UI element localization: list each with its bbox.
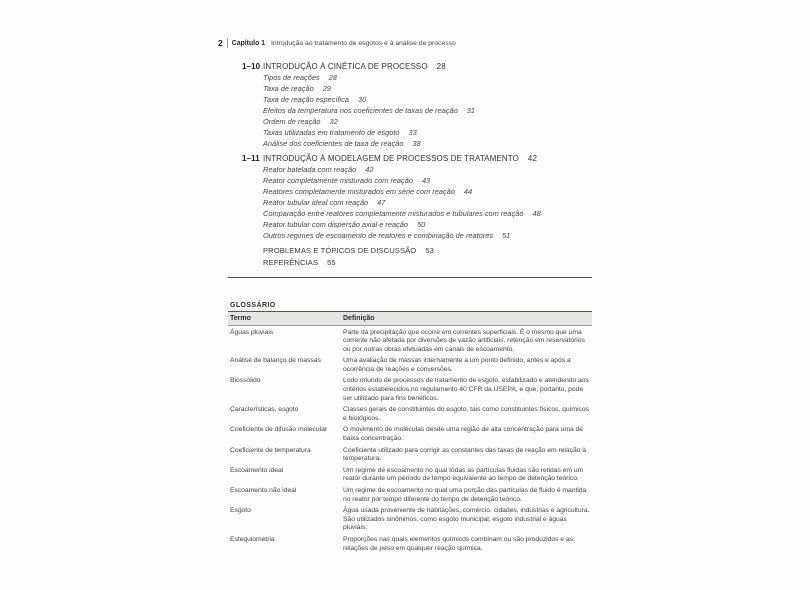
toc-extras	[263, 245, 596, 269]
toc-item-label: Reator batelada com reação	[263, 165, 357, 174]
glossary-row	[228, 329, 592, 355]
glossary-header-termo: Termo	[230, 315, 251, 322]
page-content	[218, 38, 596, 553]
glossary-row	[228, 426, 592, 443]
toc-item-label: Taxas utilizadas em tratamento de esgoto	[263, 128, 400, 137]
toc-section-heading	[242, 153, 596, 164]
toc-item	[263, 72, 596, 83]
toc-section-title: INTRODUÇÃO À CINÉTICA DE PROCESSO	[263, 62, 428, 71]
glossary-definition: Um regime de escoamento no qual uma porção das partículas de fluido é mantida no reator por tempo diferente do tempo de detenção teórico.	[343, 487, 587, 503]
toc-item-page: 31	[466, 106, 475, 115]
glossary-table	[228, 311, 592, 553]
toc-item	[263, 138, 596, 149]
toc-item	[263, 127, 596, 138]
toc-section-1-11	[242, 153, 596, 241]
toc-items	[263, 164, 596, 241]
toc-item	[263, 197, 596, 208]
glossary-term: Escoamento não ideal	[230, 487, 297, 494]
toc-item-page: 42	[365, 165, 374, 174]
toc-item-page: 50	[417, 220, 426, 229]
glossary	[228, 302, 592, 553]
section-divider-rule	[228, 277, 592, 278]
toc-item-label: Reator completamente misturado com reação	[263, 176, 413, 185]
toc-section-1-10	[242, 61, 596, 149]
glossary-definition: Uma avaliação de massas internamente a um ponto definido, antes e após a ocorrência de reações e conversões.	[343, 357, 571, 373]
glossary-term: Biossólido	[230, 377, 261, 385]
glossary-term: Águas pluviais	[230, 328, 274, 336]
toc-item-label: Tipos de reações	[263, 73, 320, 82]
toc-extra-page: 53	[425, 246, 434, 255]
toc-item-label: Reator tubular ideal com reação	[263, 198, 369, 207]
glossary-definition: Classes gerais de constituintes do esgoto, tais como constituintes físicos, químicos e biológicos.	[343, 406, 589, 422]
glossary-definition: Parte da precipitação que ocorre em correntes superficiais. É o mesmo que uma corrente não afetada por diversões de vazão artificiais, retenção em reservatórios ou por outras obras efetuadas em canais de escoamento.	[343, 328, 585, 353]
toc-section-title: INTRODUÇÃO À MODELAGEM DE PROCESSOS DE TRATAMENTO	[263, 154, 519, 163]
glossary-term: Características, esgoto	[230, 406, 299, 414]
toc-item	[263, 94, 596, 105]
toc-item-page: 44	[463, 187, 473, 196]
glossary-row	[228, 467, 592, 484]
chapter-title: Introdução ao tratamento de esgotos e à análise de processo	[271, 39, 456, 47]
toc-item-label: Ordem de reação	[263, 117, 321, 126]
glossary-row	[228, 357, 592, 374]
toc-item-page: 38	[412, 139, 421, 148]
glossary-definition: O movimento de moléculas desde uma região de alta concentração para uma de baixa concentração.	[343, 426, 583, 443]
toc-section-number: 1–10	[242, 62, 261, 71]
toc-items	[263, 72, 596, 149]
toc-section-number: 1–11	[242, 154, 260, 163]
toc-item	[263, 83, 596, 94]
toc-item-label: Efeitos da temperatura nos coeficientes de taxas de reação	[263, 106, 458, 115]
toc-item	[263, 105, 596, 116]
toc-item-label: Outros regimes de escoamento de reatores e combinação de reatores	[263, 231, 494, 240]
glossary-row	[228, 406, 592, 423]
toc-extra-problemas	[263, 245, 596, 257]
glossary-definition: Lodo oriundo de processos de tratamento de esgoto, estabilizado e atendendo aos critérios estabelecidos no regulamento 40 CFR da USEPA, e que, portanto, pode ser utilizado para fins benéficos.	[343, 377, 589, 402]
running-head	[218, 38, 596, 48]
glossary-definition: Coeficiente utilizado para corrigir as constantes das taxas de reação em relação à temperatura.	[343, 446, 586, 463]
toc-item-label: Reatores completamente misturados em série com reação	[263, 187, 455, 196]
glossary-row	[228, 507, 592, 533]
toc-item-page: 29	[322, 84, 331, 93]
toc-item	[263, 208, 596, 219]
toc-item	[263, 219, 596, 230]
toc-item-label: Taxa de reação específica	[263, 95, 350, 104]
glossary-term: Esgoto	[230, 507, 251, 515]
toc-item-page: 43	[421, 176, 431, 185]
glossary-term: Estequiometria	[230, 535, 275, 543]
toc-item-page: 51	[502, 231, 511, 240]
page-number: 2	[218, 38, 223, 48]
glossary-title: GLOSSÁRIO	[230, 302, 276, 309]
toc-item-label: Análise dos coeficientes de taxa de reação	[263, 139, 404, 148]
glossary-term: Coeficiente de difusão molecular	[230, 426, 328, 434]
glossary-term: Coeficiente de temperatura	[230, 446, 311, 454]
glossary-header-definicao: Definição	[343, 315, 375, 322]
toc-item	[263, 164, 596, 175]
toc-item-page: 48	[532, 209, 541, 218]
toc-section-page: 28	[436, 62, 446, 71]
toc-section-heading	[242, 61, 596, 72]
chapter-label: Capítulo 1	[231, 39, 266, 47]
header-divider	[227, 38, 228, 48]
toc-item	[263, 186, 596, 197]
glossary-definition: Água usada proveniente de habitações, comércio, cidades, indústrias e agricultura. São utilizados sinônimos, como esgoto municipal, esgoto industrial e águas pluviais.	[343, 507, 590, 532]
glossary-term: Análise de balanço de massas	[230, 357, 321, 365]
toc-item-page: 30	[358, 95, 367, 104]
glossary-definition: Proporções nas quais elementos químicos combinam ou são produzidos e as relações de peso em qualquer reação química.	[343, 535, 573, 552]
toc-extra-page: 55	[327, 258, 336, 267]
toc-item-label: Reator tubular com dispersão axial e reação	[263, 220, 409, 229]
glossary-definition: Um regime de escoamento no qual todas as partículas fluidas são retidas em um reator durante um período de tempo equivalente ao tempo de detenção teórico.	[343, 466, 584, 483]
glossary-row	[228, 536, 592, 553]
glossary-row	[228, 447, 592, 464]
glossary-header-row	[228, 312, 592, 326]
toc-extra-label: PROBLEMAS E TÓPICOS DE DISCUSSÃO	[263, 246, 417, 255]
glossary-row	[228, 487, 592, 504]
toc-item	[263, 116, 596, 127]
toc-extra-label: REFERÊNCIAS	[263, 258, 319, 267]
toc-section-page: 42	[527, 154, 538, 163]
glossary-term: Escoamento ideal	[230, 466, 284, 474]
toc-item	[263, 230, 596, 241]
toc-item-label: Taxa de reação	[263, 84, 314, 93]
table-of-contents	[242, 61, 596, 269]
glossary-row	[228, 377, 592, 403]
toc-item-page: 47	[377, 198, 386, 207]
toc-item-page: 32	[329, 117, 338, 126]
toc-extra-referencias	[263, 257, 596, 269]
toc-item-label: Comparação entre reatores completamente misturados e tubulares com reação	[263, 209, 524, 218]
toc-item	[263, 175, 596, 186]
toc-item-page: 33	[408, 128, 417, 137]
toc-item-page: 28	[328, 73, 337, 82]
